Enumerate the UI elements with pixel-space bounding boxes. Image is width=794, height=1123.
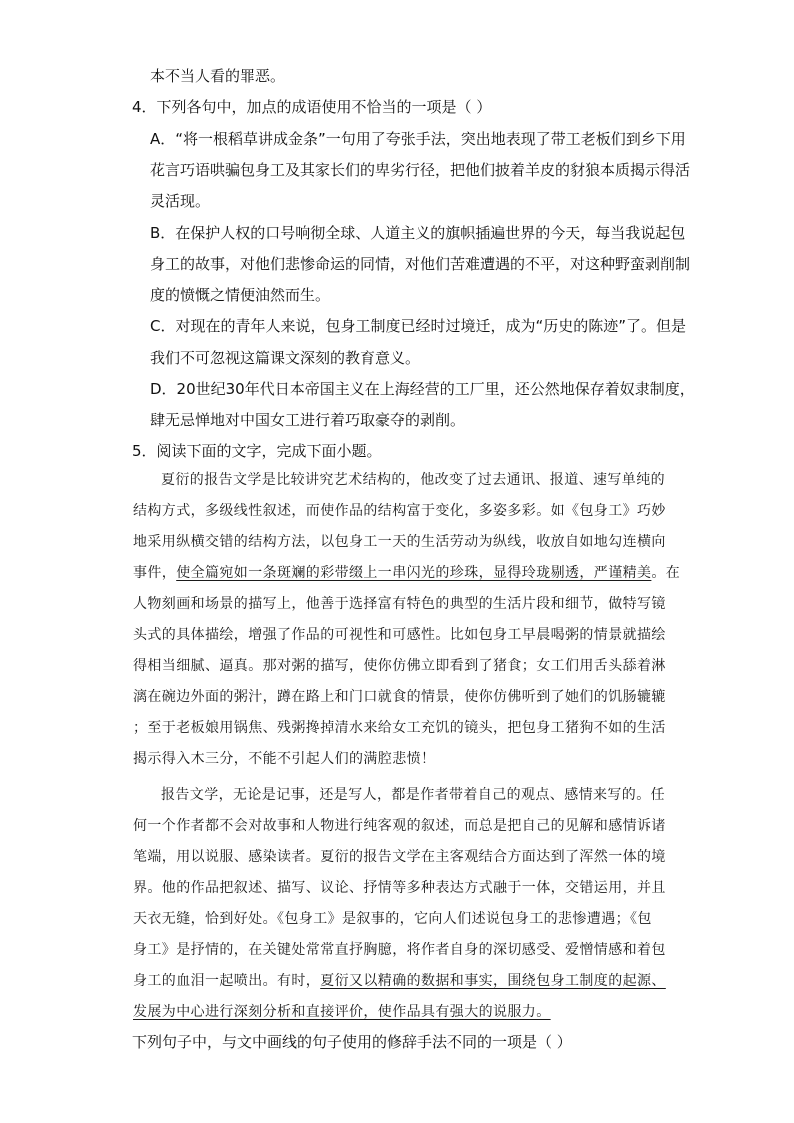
question-5-stem: 5．阅读下面的文字，完成下面小题。 [132,442,382,460]
underlined-sentence: 使全篇宛如一条斑斓的彩带缀上一串闪光的珍珠，显得玲珑剔透，严谨精美 [176,565,652,581]
option-a-line: A．“将一根稻草讲成金条”一句用了夸张手法，突出地表现了带工老板们到乡下用 [150,130,686,148]
passage-line: 人物刻画和场景的描写上，他善于选择富有特色的典型的生活片段和细节，做特写镜 [133,596,666,612]
passage-line: 漓在碗边外面的粥汁，蹲在路上和门口就食的情景，使你仿佛听到了她们的饥肠辘辘 [133,689,666,705]
option-a-line: 灵活现。 [150,192,211,210]
passage-line: 笔端，用以说服、感染读者。夏衍的报告文学在主客观结合方面达到了浑然一体的境 [133,849,666,865]
text-line: 本不当人看的罪恶。 [150,67,286,85]
option-c-line: 我们不可忽视这篇课文深刻的教育意义。 [150,349,421,367]
passage-line: ；至于老板娘用锅焦、残粥搀掉清水来给女工充饥的镜头，把包身工猪狗不如的生活 [133,720,666,736]
question-5-subquestion: 下列句子中，与文中画线的句子使用的修辞手法不同的一项是（ ） [132,1033,572,1051]
passage-line [133,1002,551,1022]
underlined-sentence: 夏衍又以精确的数据和事实，围绕包身工制度的起源、 [320,973,666,989]
passage-line: 地采用纵横交错的结构方法，以包身工一天的生活劳动为纵线，收放自如地勾连横向 [133,534,666,550]
passage-line: 天衣无缝，恰到好处。《包身工》是叙事的，它向人们述说包身工的悲惨遭遇；《包 [133,911,652,927]
option-c-line: C．对现在的青年人来说，包身工制度已经时过境迁，成为“历史的陈迹”了。但是 [150,317,687,335]
question-4-stem: 4．下列各句中，加点的成语使用不恰当的一项是（ ） [132,98,492,116]
option-d-line: 肆无忌惮地对中国女工进行着巧取豪夺的剥削。 [150,411,466,429]
passage-line: 揭示得入木三分，不能不引起人们的满腔悲愤！ [133,751,436,767]
passage-line: 结构方式，多级线性叙述，而使作品的结构富于变化，多姿多彩。如《包身工》巧妙 [133,503,666,519]
option-d-line: D．20世纪30年代日本帝国主义在上海经营的工厂里，还公然地保存着奴隶制度， [150,380,695,398]
passage-line: 何一个作者都不会对故事和人物进行纯客观的叙述，而总是把自己的见解和感情诉诸 [133,818,666,834]
passage-line: 报告文学，无论是记事，还是写人，都是作者带着自己的观点、感情来写的。任 [161,787,665,803]
option-b-line: 度的愤慨之情便油然而生。 [150,286,331,304]
underlined-sentence: 发展为中心进行深刻分析和直接评价，使作品具有强大的说服力。 [133,1004,551,1020]
option-a-line: 花言巧语哄骗包身工及其家长们的卑劣行径，把他们披着羊皮的豺狼本质揭示得活 [150,161,691,179]
passage-text: 。在 [651,565,681,581]
passage-line: 身工》是抒情的，在关键处常常直抒胸臆，将作者自身的深切感受、爱憎情感和着包 [133,942,666,958]
option-b-line: 身工的故事，对他们悲惨命运的同情，对他们苦难遭遇的不平，对这种野蛮剥削制 [150,255,691,273]
option-b-line: B．在保护人权的口号响彻全球、人道主义的旗帜插遍世界的今天，每当我说起包 [150,224,686,242]
passage-line: 夏衍的报告文学是比较讲究艺术结构的，他改变了过去通讯、报道、速写单纯的 [161,472,665,488]
passage-line [133,563,680,583]
passage-line: 头式的具体描绘，增强了作品的可视性和可感性。比如包身工早晨喝粥的情景就描绘 [133,627,666,643]
passage-line: 界。他的作品把叙述、描写、议论、抒情等多种表达方式融于一体，交错运用，并且 [133,880,666,896]
passage-line: 得相当细腻、逼真。那对粥的描写，使你仿佛立即看到了猪食；女工们用舌头舔着淋 [133,658,666,674]
passage-text: 身工的血泪一起喷出。有时， [133,973,321,989]
passage-line [133,971,666,991]
passage-text: 事件， [133,565,177,581]
